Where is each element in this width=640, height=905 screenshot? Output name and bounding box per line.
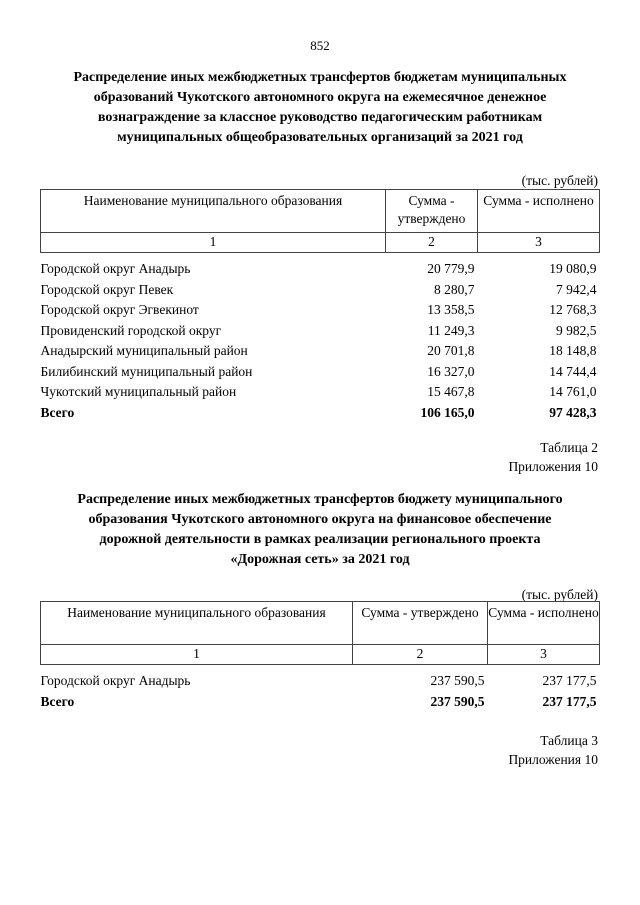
cell-executed: 237 177,5 — [542, 673, 597, 688]
cell-name: Чукотский муниципальный район — [40, 384, 237, 399]
title-line: Распределение иных межбюджетных трансфертов бюджету муниципального — [77, 492, 563, 507]
title-line: «Дорожная сеть» за 2021 год — [230, 552, 410, 567]
title-line: вознаграждение за классное руководство педагогическим работникам — [97, 110, 543, 125]
table2-label — [508, 438, 598, 476]
cell-approved: 13 358,5 — [427, 302, 475, 317]
table-row — [41, 280, 600, 301]
cell-name: Провиденский городской округ — [40, 322, 222, 338]
appendix-label: Приложения 10 — [508, 752, 598, 767]
cell-name: Всего — [40, 404, 75, 420]
header-name: Наименование муниципального образования — [41, 190, 386, 233]
cell-name: Всего — [40, 693, 75, 709]
col-number: 2 — [353, 645, 488, 665]
table2-units: (тыс. рублей) — [521, 587, 598, 602]
title-line: образования Чукотского автономного округа на финансовое обеспечение — [88, 512, 552, 527]
header-executed: Сумма - исполнено — [488, 602, 600, 645]
col-number: 2 — [386, 233, 478, 253]
cell-approved: 16 327,0 — [427, 363, 475, 379]
header-approved: Сумма - утверждено — [353, 602, 488, 645]
title-line: образований Чукотского автономного округа на ежемесячное денежное — [93, 90, 547, 105]
cell-approved: 237 590,5 — [430, 673, 485, 688]
table-row — [41, 382, 600, 403]
cell-executed: 14 761,0 — [549, 384, 597, 399]
title-line: муниципальных общеобразовательных организаций за 2021 год — [117, 130, 523, 145]
col-number: 3 — [488, 645, 600, 665]
cell-executed: 12 768,3 — [549, 302, 597, 317]
appendix-label: Приложения 10 — [508, 459, 598, 474]
cell-executed: 18 148,8 — [549, 343, 597, 358]
cell-approved: 20 779,9 — [427, 261, 475, 276]
cell-approved: 15 467,8 — [427, 384, 475, 399]
page-number: 852 — [310, 38, 330, 53]
title-line: Распределение иных межбюджетных трансфертов бюджетам муниципальных — [73, 70, 567, 85]
total-row — [41, 692, 600, 713]
cell-approved: 106 165,0 — [420, 404, 475, 420]
cell-approved: 20 701,8 — [427, 343, 475, 358]
cell-executed: 14 744,4 — [549, 363, 597, 379]
table-row — [41, 321, 600, 342]
cell-approved: 11 249,3 — [427, 322, 475, 338]
total-row — [41, 403, 600, 424]
table2 — [40, 601, 600, 712]
cell-name: Городской округ Эгвекинот — [40, 302, 199, 317]
header-name: Наименование муниципального образования — [41, 602, 353, 645]
cell-executed: 97 428,3 — [549, 404, 597, 420]
cell-name: Анадырский муниципальный район — [40, 343, 248, 358]
title-line: дорожной деятельности в рамках реализации регионального проекта — [99, 532, 541, 547]
table1-title — [40, 68, 600, 148]
cell-executed: 19 080,9 — [549, 261, 597, 276]
col-number: 3 — [478, 233, 600, 253]
table-label: Таблица 3 — [540, 733, 598, 748]
cell-name: Городской округ Певек — [40, 281, 174, 297]
cell-approved: 8 280,7 — [434, 281, 475, 297]
header-approved: Сумма - утверждено — [386, 190, 478, 233]
table-label: Таблица 2 — [540, 440, 598, 455]
cell-name: Билибинский муниципальный район — [40, 363, 253, 379]
col-number: 1 — [41, 233, 386, 253]
cell-approved: 237 590,5 — [430, 693, 485, 709]
cell-executed: 237 177,5 — [542, 693, 597, 709]
cell-name: Городской округ Анадырь — [40, 261, 191, 276]
cell-executed: 7 942,4 — [556, 281, 597, 297]
table-row — [41, 300, 600, 321]
table-row — [41, 341, 600, 362]
cell-executed: 9 982,5 — [556, 322, 597, 338]
table1-units: (тыс. рублей) — [521, 173, 598, 188]
table-row — [41, 665, 600, 692]
table3-label — [508, 731, 598, 769]
table1 — [40, 189, 600, 423]
table-row — [41, 253, 600, 280]
col-number: 1 — [41, 645, 353, 665]
cell-name: Городской округ Анадырь — [40, 673, 191, 688]
table-row — [41, 362, 600, 383]
header-executed: Сумма - исполнено — [478, 190, 600, 233]
table2-title — [40, 490, 600, 570]
